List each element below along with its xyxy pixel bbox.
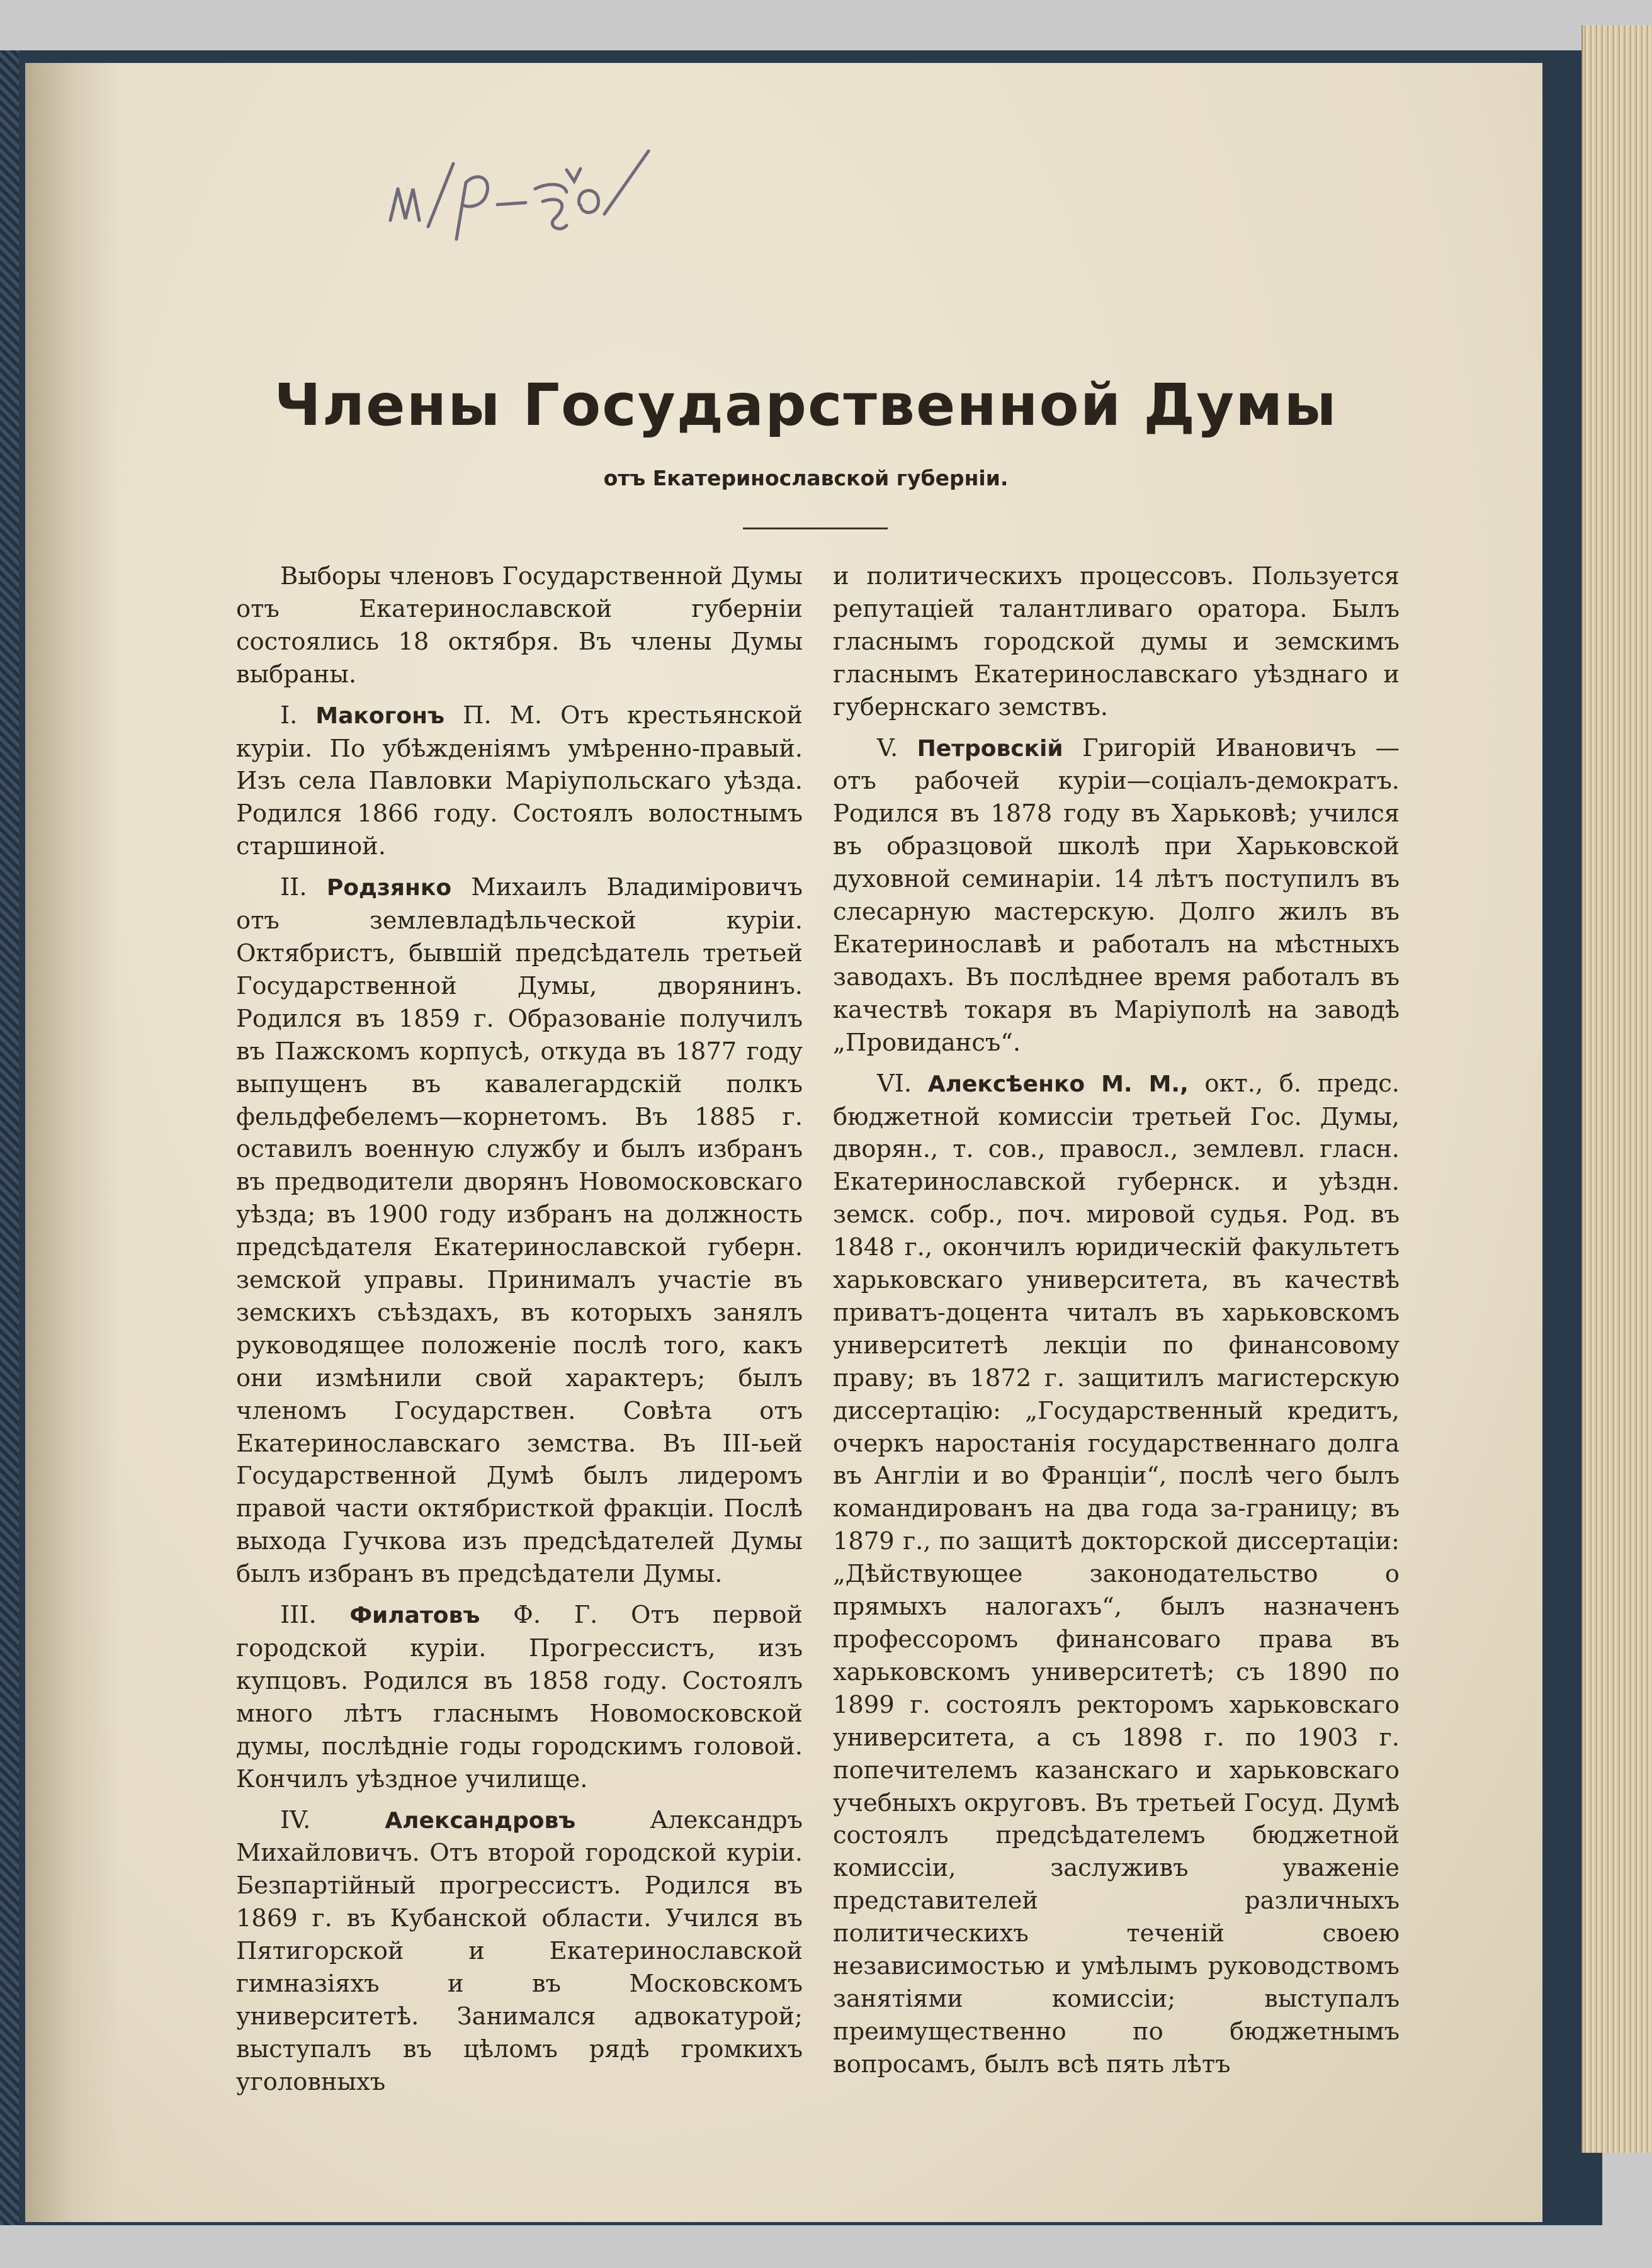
member-name: Филатовъ	[349, 1603, 480, 1629]
right-column	[833, 560, 1400, 2089]
paragraph-member-6: VI. Алексѣенко М. М., окт., б. предс. бюджетной комиссіи третьей Гос. Думы, дворян., т. сов., правосл., землевл. гласн. Екатеринославской губернск. и уѣздн. земск. собр., поч. мировой судья. Род. въ 1848 г., окончилъ юридическій факультетъ харьковскаго университета, въ качествѣ приватъ-доцента читалъ въ харьковскомъ университетѣ лекціи по финансовому праву; въ 1872 г. защитилъ магистерскую диссертацію: „Государственный кредитъ, очеркъ наростанія государственнаго долга въ Англіи и во Франціи“, послѣ чего былъ командированъ на два года за-границу; въ 1879 г., по защитѣ докторской диссертаціи: „Дѣйствующее законодательство о прямыхъ налогахъ“, былъ назначенъ профессоромъ финансоваго права въ харьковскомъ университетѣ; съ 1890 по 1899 г. состоялъ ректоромъ харьковскаго университета, а съ 1898 г. по 1903 г. попечителемъ казанскаго и харьковскаго учебныхъ округовъ. Въ третьей Госуд. Думѣ состоялъ предсѣдателемъ бюджетной комиссіи, заслуживъ уваженіе представителей различныхъ политическихъ теченій своею независимостью и умѣлымъ руководствомъ занятіями комиссіи; выступалъ преимущественно по бюджетнымъ вопросамъ, былъ всѣ пять лѣтъ	[833, 1069, 1400, 2079]
member-name: Петровскій	[917, 735, 1063, 762]
member-name: Макогонъ	[315, 702, 445, 729]
book-page	[25, 63, 1542, 2222]
page-subtitle: отъ Екатеринославской губерніи.	[603, 466, 1009, 490]
paragraph-member-5: V. Петровскій Григорій Ивановичъ — отъ рабочей куріи—соціалъ-демократъ. Родился въ 1878 году въ Харьковѣ; учился въ образцовой школѣ при Харьковской духовной семинаріи. 14 лѣтъ поступилъ въ слесарную мастерскую. Долго жилъ въ Екатеринославѣ и работалъ на мѣстныхъ заводахъ. Въ послѣднее время работалъ въ качествѣ токаря въ Маріуполѣ на заводѣ „Провидансъ“.	[833, 733, 1400, 1057]
paragraph-member-4: IV. Александровъ Александръ Михайловичъ. Отъ второй городской куріи. Безпартійный прогрессистъ. Родился въ 1869 г. въ Кубанской области. Учился въ Пятигорской и Екатеринославской гимназіяхъ и въ Московскомъ университетѣ. Занимался адвокатурой; выступалъ въ цѣломъ рядѣ громкихъ уголовныхъ	[236, 1805, 803, 2096]
paragraph-member-3: III. Филатовъ Ф. Г. Отъ первой городской куріи. Прогрессистъ, изъ купцовъ. Родился въ 1858 году. Состоялъ много лѣтъ гласнымъ Новомосковской думы, послѣдніе годы городскимъ головой. Кончилъ уѣздное училище.	[236, 1601, 803, 1793]
title-divider	[743, 528, 888, 529]
handwritten-shelfmark	[378, 145, 674, 258]
member-name: Алексѣенко М. М.,	[927, 1071, 1189, 1097]
member-name: Александровъ	[385, 1807, 576, 1834]
paragraph-intro: Выборы членовъ Государственной Думы отъ Екатеринославской губерніи состоялись 18 октября. Въ члены Думы выбраны.	[236, 562, 803, 689]
member-name: Родзянко	[326, 875, 452, 901]
paragraph-continuation: и политическихъ процессовъ. Пользуется репутаціей талантливаго оратора. Былъ гласнымъ городской думы и земскимъ гласнымъ Екатеринославскаго уѣзднаго и губернскаго земствъ.	[833, 562, 1400, 721]
page-title: Члены Государственной Думы	[274, 371, 1338, 439]
page-edges	[1581, 25, 1652, 2153]
binding-cloth	[0, 50, 19, 2225]
paragraph-member-2: II. Родзянко Михаилъ Владиміровичъ отъ землевладѣльческой куріи. Октябристъ, бывшій предсѣдатель третьей Государственной Думы, дворянинъ. Родился въ 1859 г. Образованіе получилъ въ Пажскомъ корпусѣ, откуда въ 1877 году выпущенъ въ кавалегардскій полкъ фельдфебелемъ—корнетомъ. Въ 1885 г. оставилъ военную службу и былъ избранъ въ предводители дворянъ Новомосковскаго уѣзда; въ 1900 году избранъ на должность предсѣдателя Екатеринославской губерн. земской управы. Принималъ участіе въ земскихъ съѣздахъ, въ которыхъ занялъ руководящее положеніе послѣ того, какъ они измѣнили свой характеръ; былъ членомъ Государствен. Совѣта отъ Екатеринославскаго земства. Въ III-ьей Государственной Думѣ былъ лидеромъ правой части октябристкой фракціи. Послѣ выхода Гучкова изъ предсѣдателей Думы былъ избранъ въ предсѣдатели Думы.	[236, 873, 803, 1589]
paragraph-member-1: I. Макогонъ П. М. Отъ крестьянской куріи. По убѣжденіямъ умѣренно-правый. Изъ села Павловки Маріупольскаго уѣзда. Родился 1866 году. Состоялъ волостнымъ старшиной.	[236, 701, 803, 861]
left-column	[236, 560, 803, 2107]
